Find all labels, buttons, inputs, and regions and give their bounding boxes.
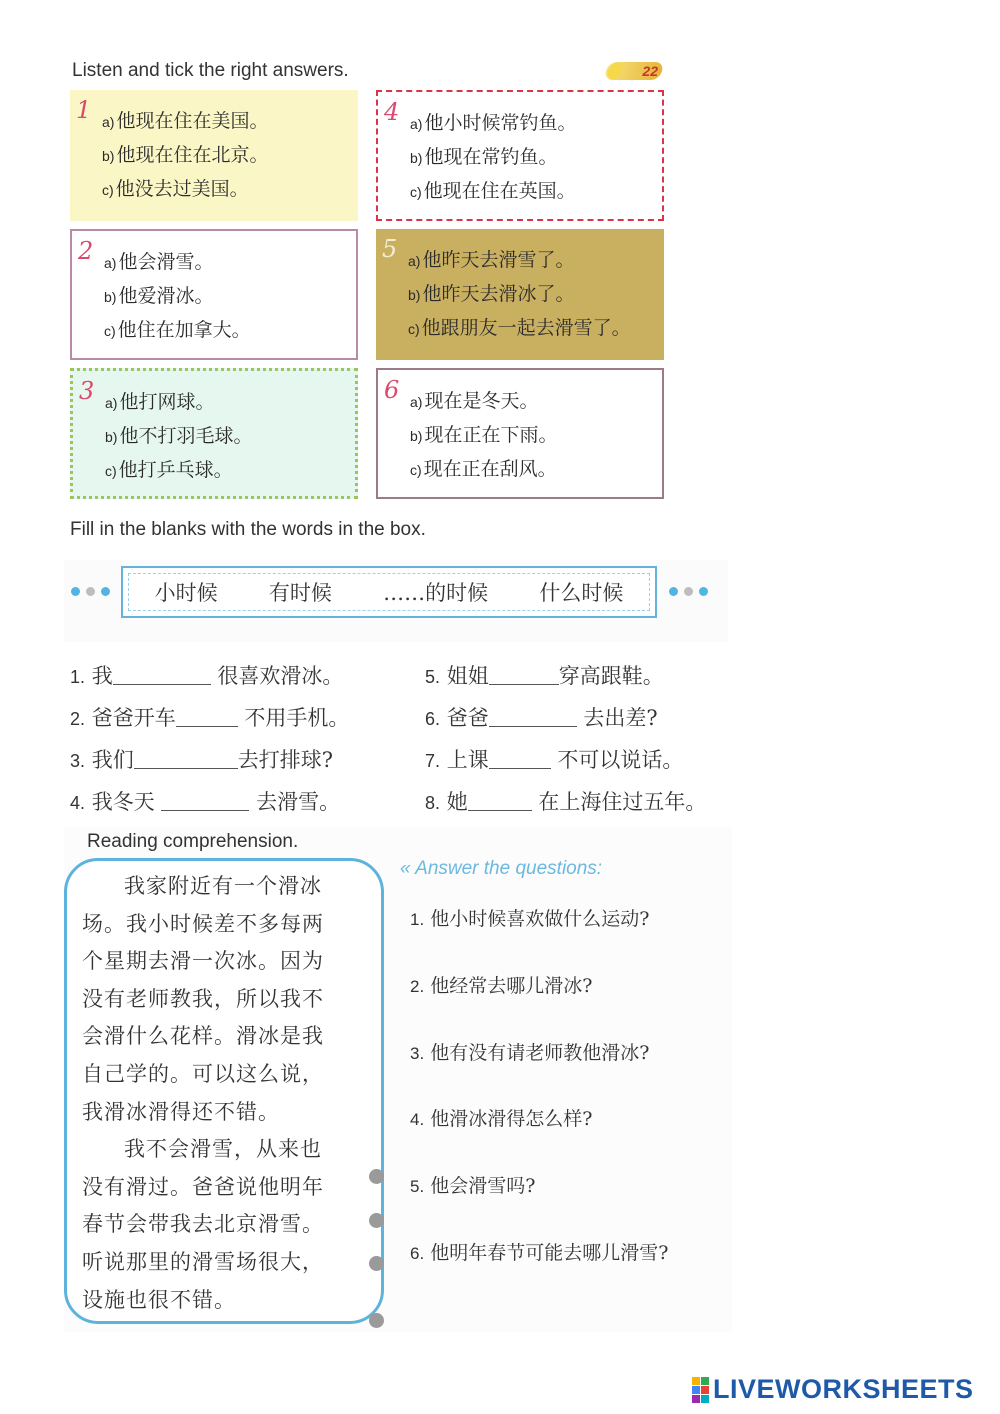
answer-questions-heading: « Answer the questions: [400, 858, 603, 879]
binder-ring-icon [369, 1169, 384, 1184]
reading-question-4: 4. 他滑冰滑得怎么样? [410, 1108, 593, 1130]
blank-input[interactable] [489, 746, 551, 769]
bead-icon [669, 587, 678, 596]
fill-sentence-7: 7. 上课 不可以说话。 [425, 748, 684, 772]
bead-icon [101, 587, 110, 596]
answer-option-a[interactable]: a) 他小时候常钓鱼。 [410, 112, 577, 134]
fill-sentence-5: 5. 姐姐 穿高跟鞋。 [425, 664, 664, 688]
bead-icon [86, 587, 95, 596]
answer-option-a[interactable]: a) 他会滑雪。 [104, 251, 214, 273]
logo-grid-icon [692, 1377, 709, 1403]
liveworksheets-logo[interactable] [692, 1374, 974, 1405]
binder-gap [374, 1186, 378, 1200]
answer-option-a[interactable]: a) 他打网球。 [105, 391, 215, 413]
answer-option-a[interactable]: a) 他现在住在美国。 [102, 110, 269, 132]
word-chip: 有时候 [268, 581, 332, 605]
fill-sentence-2: 2. 爸爸开车 不用手机。 [70, 706, 350, 730]
fill-sentence-3: 3. 我们 去打排球? [70, 748, 333, 772]
answer-option-c[interactable]: c) 他跟朋友一起去滑雪了。 [408, 317, 631, 339]
passage-line: 我家附近有一个滑冰 [124, 874, 322, 898]
answer-option-b[interactable]: b) 他现在住在北京。 [102, 144, 269, 166]
listen-question-1 [70, 90, 358, 221]
passage-line: 设施也很不错。 [82, 1287, 236, 1312]
answer-option-a[interactable]: a) 他昨天去滑雪了。 [408, 249, 575, 271]
reading-question-6: 6. 他明年春节可能去哪儿滑雪? [410, 1242, 669, 1264]
passage-line: 场。我小时候差不多每两 [82, 911, 324, 936]
fill-sentence-1: 1. 我 很喜欢滑冰。 [70, 664, 344, 688]
answer-option-b[interactable]: b) 他不打羽毛球。 [105, 425, 253, 447]
answer-option-b[interactable]: b) 他现在常钓鱼。 [410, 146, 558, 168]
passage-line: 我滑冰滑得还不错。 [82, 1099, 280, 1124]
blank-input[interactable] [113, 662, 211, 685]
answer-option-a[interactable]: a) 现在是冬天。 [410, 390, 539, 412]
binder-ring-icon [369, 1256, 384, 1271]
logo-text: LIVEWORKSHEETS [713, 1374, 974, 1404]
reading-question-1: 1. 他小时候喜欢做什么运动? [410, 908, 650, 930]
blank-input[interactable] [161, 788, 249, 811]
answer-option-b[interactable]: b) 他昨天去滑冰了。 [408, 283, 575, 305]
answer-option-c[interactable]: c) 现在正在刮风。 [410, 458, 557, 480]
listen-question-3 [70, 368, 358, 499]
reading-section-title: Reading comprehension. [87, 831, 299, 852]
question-number: 4 [384, 98, 400, 126]
passage-line: 个星期去滑一次冰。因为 [82, 949, 324, 974]
binder-ring-icon [369, 1313, 384, 1328]
listen-question-4 [376, 90, 664, 221]
question-number: 3 [79, 377, 95, 405]
passage-line: 没有滑过。爸爸说他明年 [82, 1174, 324, 1199]
question-number: 2 [78, 237, 94, 265]
passage-line: 我不会滑雪，从来也 [124, 1137, 322, 1162]
blank-input[interactable] [176, 704, 238, 727]
reading-question-5: 5. 他会滑雪吗? [410, 1175, 536, 1197]
answer-option-c[interactable]: c) 他打乒乓球。 [105, 459, 233, 481]
word-box [121, 566, 657, 618]
fill-section-title: Fill in the blanks with the words in the box. [70, 519, 426, 540]
reading-question-2: 2. 他经常去哪儿滑冰? [410, 975, 593, 997]
binder-ring-icon [369, 1213, 384, 1228]
page-number: 22 [642, 63, 658, 79]
word-chip: 什么时候 [539, 581, 624, 605]
answer-option-b[interactable]: b) 他爱滑冰。 [104, 285, 214, 307]
reading-question-3: 3. 他有没有请老师教他滑冰? [410, 1042, 650, 1064]
blank-input[interactable] [489, 704, 577, 727]
listen-section-title: Listen and tick the right answers. [72, 60, 349, 81]
answer-option-c[interactable]: c) 他住在加拿大。 [104, 319, 251, 341]
binder-gap [374, 1230, 378, 1244]
passage-line: 听说那里的滑雪场很大， [82, 1249, 324, 1274]
listen-question-6 [376, 368, 664, 499]
bead-icon [699, 587, 708, 596]
fill-sentence-8: 8. 她 在上海住过五年。 [425, 790, 707, 814]
bead-icon [684, 587, 693, 596]
fill-sentence-6: 6. 爸爸 去出差? [425, 706, 658, 730]
fill-sentence-4: 4. 我冬天 去滑雪。 [70, 790, 341, 814]
passage-line: 没有老师教我，所以我不 [82, 986, 324, 1011]
blank-input[interactable] [468, 788, 532, 811]
reading-passage [82, 868, 366, 1319]
bead-icon [71, 587, 80, 596]
question-number: 6 [384, 376, 400, 404]
word-chip: ……的时候 [383, 581, 489, 605]
listen-question-2 [70, 229, 358, 360]
passage-line: 会滑什么花样。滑冰是我 [82, 1024, 324, 1049]
question-number: 5 [382, 235, 398, 263]
passage-line: 春节会带我去北京滑雪。 [82, 1212, 324, 1237]
blank-input[interactable] [489, 662, 559, 685]
blank-input[interactable] [134, 746, 238, 769]
answer-option-c[interactable]: c) 他现在住在英国。 [410, 180, 576, 202]
page-number-badge [604, 62, 665, 80]
answer-option-b[interactable]: b) 现在正在下雨。 [410, 424, 558, 446]
binder-gap [374, 1274, 378, 1288]
question-number: 1 [76, 96, 92, 124]
word-chip: 小时候 [154, 581, 218, 605]
listen-question-5 [376, 229, 664, 360]
passage-line: 自己学的。可以这么说， [82, 1061, 324, 1086]
answer-option-c[interactable]: c) 他没去过美国。 [102, 178, 249, 200]
